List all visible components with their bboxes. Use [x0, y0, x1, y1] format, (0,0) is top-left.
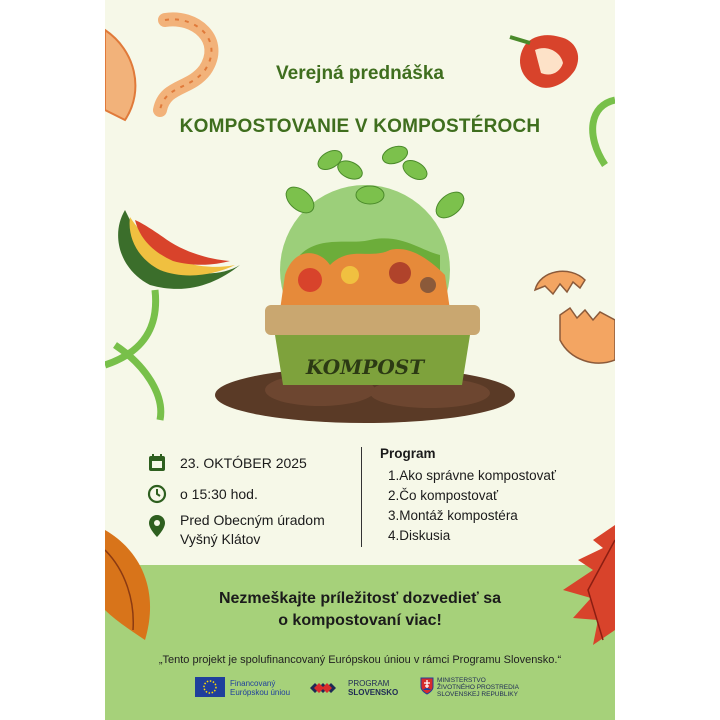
- call-to-action: [105, 588, 615, 632]
- clock-icon: [147, 484, 167, 504]
- eu-logo-text: Financovaný Európskou úniou: [230, 679, 291, 697]
- slovak-coat-of-arms-icon: [420, 677, 434, 695]
- program-slovensko-icon: [310, 678, 344, 698]
- program-item: 4.Diskusia: [388, 528, 451, 543]
- program-title: Program: [380, 446, 436, 461]
- compost-bin-illustration: [200, 145, 530, 435]
- eggshell-illustration: [525, 260, 615, 370]
- page-title: KOMPOSTOVANIE V KOMPOSTÉROCH: [179, 116, 541, 137]
- location-pin-icon: [147, 514, 167, 538]
- bin-label: KOMPOST: [305, 355, 425, 379]
- cta-line2: o kompostovaní viac!: [278, 612, 442, 629]
- divider: [361, 447, 362, 547]
- poster: [105, 0, 615, 720]
- ministry-logo-text: MINISTERSTVO ŽIVOTNÉHO PROSTREDIA SLOVENSKEJ REPUBLIKY: [437, 677, 519, 698]
- program-item: 1.Ako správne kompostovať: [388, 468, 556, 483]
- program-logo-text: PROGRAM SLOVENSKO: [348, 679, 399, 697]
- subtitle: Verejná prednáška: [276, 63, 444, 84]
- calendar-icon: [147, 452, 167, 472]
- eu-flag-icon: [195, 677, 225, 697]
- event-time: o 15:30 hod.: [180, 486, 258, 502]
- program-item: 3.Montáž kompostéra: [388, 508, 518, 523]
- event-date: 23. OKTÓBER 2025: [180, 455, 307, 471]
- funding-note: „Tento projekt je spolufinancovaný Európskou úniou v rámci Programu Slovensko.“: [158, 654, 562, 666]
- event-location-line2: Vyšný Klátov: [180, 531, 261, 547]
- program-item: 2.Čo kompostovať: [388, 488, 499, 503]
- event-location-line1: Pred Obecným úradom: [180, 512, 325, 528]
- cta-line1: Nezmeškajte príležitosť dozvedieť sa: [218, 590, 502, 607]
